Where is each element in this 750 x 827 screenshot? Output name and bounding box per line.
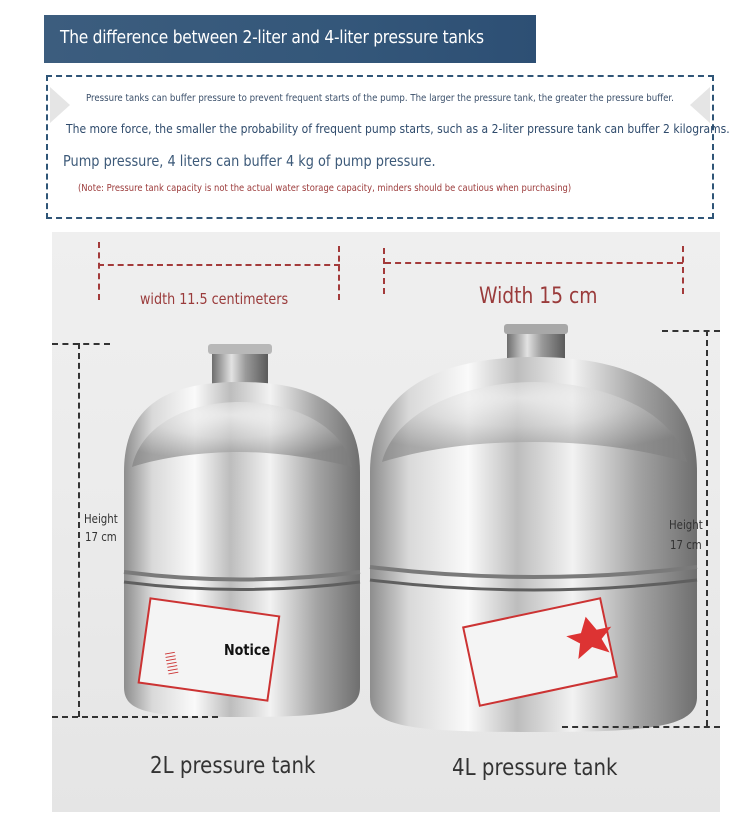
- large-width-label: Width 15 cm: [479, 284, 598, 309]
- page-title: The difference between 2-liter and 4-liter pressure tanks: [60, 27, 484, 48]
- small-height-top-line: [52, 343, 110, 345]
- left-arrow-decoration: [50, 87, 70, 123]
- svg-text:|||||||: |||||||: [164, 650, 179, 676]
- sticker-notice-label: Notice: [224, 641, 271, 659]
- large-height-label-line2: 17 cm: [669, 538, 702, 552]
- large-tank: [370, 324, 697, 732]
- product-photo: [52, 232, 720, 812]
- large-height-bottom-line: [562, 726, 720, 728]
- info-note: (Note: Pressure tank capacity is not the actual water storage capacity, minders should be cautious when purchasing): [78, 183, 572, 194]
- right-arrow-decoration: [690, 87, 710, 123]
- small-height-label: [84, 510, 118, 546]
- small-height-label-line1: Height: [84, 512, 118, 526]
- large-width-tick-right: [682, 246, 684, 294]
- small-width-line: [98, 264, 340, 266]
- tanks-illustration: [52, 232, 720, 812]
- small-width-tick-left: [98, 242, 100, 300]
- large-width-line: [385, 262, 683, 264]
- small-width-tick-right: [338, 246, 340, 300]
- small-height-bottom-line: [52, 716, 218, 718]
- small-width-label: width 11.5 centimeters: [140, 290, 289, 308]
- large-height-top-line: [662, 330, 720, 332]
- large-width-tick-left: [383, 248, 385, 294]
- title-banner: [44, 15, 536, 63]
- info-box: [46, 75, 730, 219]
- small-tank: [124, 344, 360, 717]
- large-height-label: [669, 515, 703, 555]
- large-tank-caption: 4L pressure tank: [452, 755, 618, 781]
- info-line-3: Pump pressure, 4 liters can buffer 4 kg of pump pressure.: [63, 152, 436, 170]
- large-height-line: [706, 330, 708, 726]
- large-height-label-line1: Height: [669, 518, 703, 532]
- info-line-2: The more force, the smaller the probability of frequent pump starts, such as a 2-liter pressure tank can buffer 2 kilograms.: [66, 122, 730, 136]
- small-height-label-line2: 17 cm: [84, 530, 117, 544]
- small-height-line: [78, 343, 80, 717]
- info-line-1: Pressure tanks can buffer pressure to prevent frequent starts of the pump. The larger the pressure tank, the greater the pressure buffer.: [86, 93, 674, 104]
- small-tank-caption: 2L pressure tank: [150, 753, 316, 779]
